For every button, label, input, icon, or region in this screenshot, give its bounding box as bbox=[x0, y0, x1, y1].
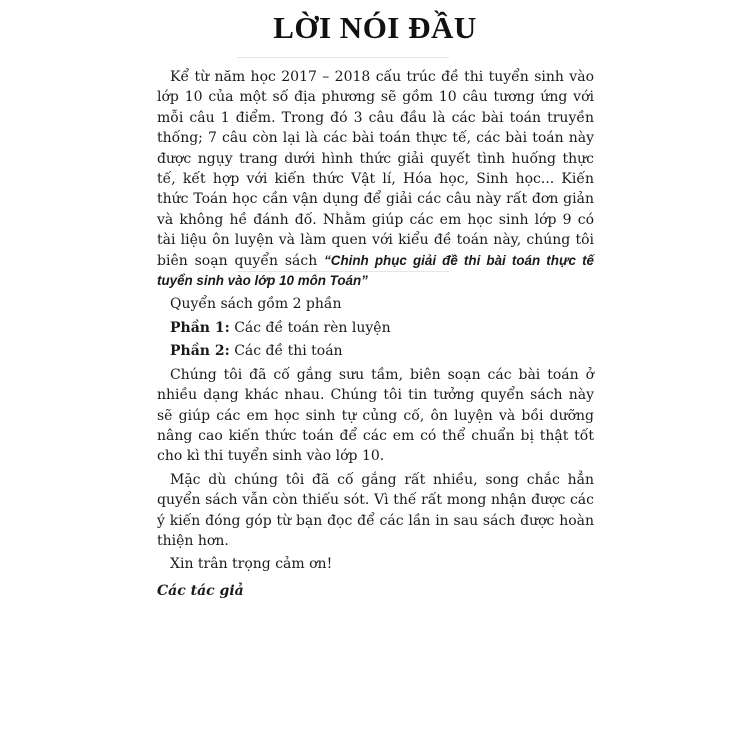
intro-paragraph bbox=[157, 67, 594, 291]
part-1-item bbox=[157, 318, 594, 338]
part-1-text: Các đề toán rèn luyện bbox=[229, 319, 391, 336]
divider bbox=[237, 57, 449, 58]
part-2-text: Các đề thi toán bbox=[229, 343, 343, 360]
book-title: “Chinh phục giải đề thi bài toán thực tế tuyển sinh vào lớp 10 môn Toán” bbox=[157, 252, 594, 289]
document-body bbox=[157, 67, 594, 601]
structure-paragraph: Quyển sách gồm 2 phần bbox=[170, 296, 342, 313]
effort-paragraph: Chúng tôi đã cố gắng sưu tầm, biên soạn các bài toán ở nhiều dạng khác nhau. Chúng tôi tin tưởng quyển sách này sẽ giúp các em học sinh tự củng cố, ôn luyện và bồi dưỡng nâng cao kiến thức toán để các em có thể chuẩn bị thật tốt cho kì thi tuyển sinh vào lớp 10. bbox=[157, 366, 594, 465]
part-2-item bbox=[157, 341, 594, 361]
intro-text: Kể từ năm học 2017 – 2018 cấu trúc đề thi tuyển sinh vào lớp 10 của một số địa phương sẽ gồm 10 câu tương ứng với mỗi câu 1 điểm. Trong đó 3 câu đầu là các bài toán truyền thống; 7 câu còn lại là các bài toán thực tế, các bài toán này được ngụy trang dưới hình thức giải quyết tình huống thực tế, kết hợp với kiến thức Vật lí, Hóa học, Sinh học... Kiến thức Toán học cần vận dụng để giải các câu này rất đơn giản và không hề đánh đố. Nhằm giúp các em học sinh lớp 9 có tài liệu ôn luyện và làm quen với kiểu đề toán này, chúng tôi biên soạn quyển sách bbox=[157, 69, 594, 269]
page-title: LỜI NÓI ĐẦU bbox=[273, 10, 477, 45]
signature: Các tác giả bbox=[157, 582, 244, 599]
feedback-paragraph: Mặc dù chúng tôi đã cố gắng rất nhiều, song chắc hẳn quyển sách vẫn còn thiếu sót. Vì thế rất mong nhận được các ý kiến đóng góp từ bạn đọc để các lần in sau sách được hoàn thiện hơn. bbox=[157, 471, 594, 549]
part-2-label: Phần 2: bbox=[170, 343, 230, 360]
thanks-line: Xin trân trọng cảm ơn! bbox=[170, 556, 333, 573]
part-1-label: Phần 1: bbox=[170, 319, 230, 336]
